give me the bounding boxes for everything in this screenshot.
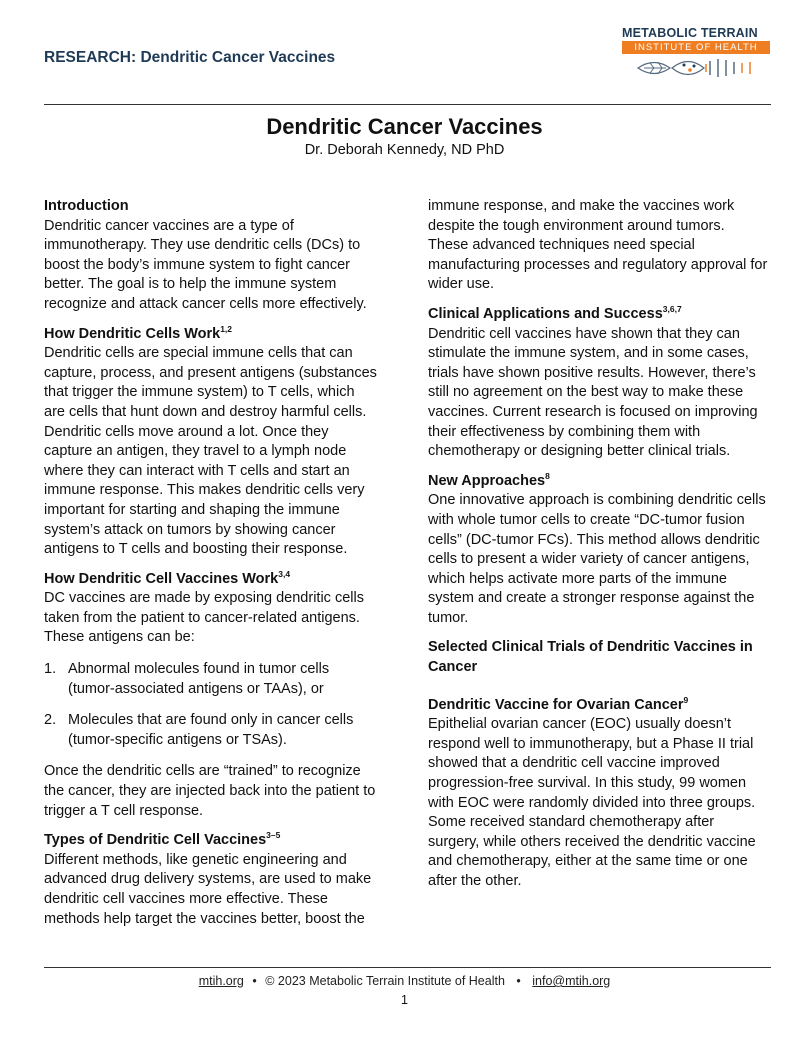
heading-introduction: Introduction [44,198,129,214]
citation: 9 [683,694,689,705]
ovarian-paragraph: Epithelial ovarian cancer (EOC) usually doesn’t respond well to immunotherapy, but a Phase II trial showed that a dendritic cell vaccine improved progression-free survival. In this study, 99 women with EOC were randomly divided into three groups. Some received standard chemotherapy after surgery, while others received the dendritic vaccine and chemotherapy, either at the same time or one after the other. [428,716,756,889]
list-text: Molecules that are found only in cancer cells (tumor-specific antigens or TSAs). [68,712,354,748]
citation: 3,6,7 [662,304,682,315]
footer-divider [44,967,771,968]
list-number: 2. [44,712,57,729]
heading-text: How Dendritic Cells Work [44,325,221,342]
logo-line2: INSTITUTE OF HEALTH [622,41,770,54]
left-column [44,197,378,929]
section-header: RESEARCH: Dendritic Cancer Vaccines [44,49,336,66]
heading-text: New Approaches [428,472,546,489]
heading-text: Dendritic Vaccine for Ovarian Cancer [428,696,684,713]
heading-types [44,831,378,851]
heading-vaccines-work [44,570,378,590]
list-item [44,660,378,699]
author: Dr. Deborah Kennedy, ND PhD [304,142,505,158]
heading-clinical [428,305,768,325]
header-divider [44,104,771,105]
types-paragraph: Different methods, like genetic engineering and advanced drug delivery systems, are used to make dendritic cell vaccines more effective. These methods help target the vaccines better, boost the [44,851,372,927]
mtih-logo [622,26,770,79]
list-text: Abnormal molecules found in tumor cells (tumor-associated antigens or TAAs), or [68,661,330,697]
page-number: 1 [401,993,408,1007]
separator: • [516,974,521,988]
list-item [44,711,378,750]
heading-text: How Dendritic Cell Vaccines Work [44,570,279,587]
citation: 3–5 [266,830,281,841]
heading-selected-trials: Selected Clinical Trials of Dendritic Vaccines in Cancer [428,639,753,676]
vaccines-paragraph: DC vaccines are made by exposing dendritic cells taken from the patient to cancer-related antigens. These antigens can be: [44,590,364,646]
site-link[interactable]: mtih.org [198,974,244,988]
heading-how-dc-work [44,325,378,345]
page-title: Dendritic Cancer Vaccines [266,114,543,139]
antigen-list [44,660,378,750]
citation: 8 [545,470,550,481]
dna-leaf-icon [636,57,756,79]
types-paragraph-cont: immune response, and make the vaccines work despite the tough environment around tumors. These advanced techniques need special manufacturing processes and regulatory approval for wider use. [428,198,768,293]
heading-text: Clinical Applications and Success [428,305,663,322]
intro-paragraph: Dendritic cancer vaccines are a type of immunotherapy. They use dendritic cells (DCs) to boost the body’s immune system to fight cancer better. The goal is to help the immune system recognize and attack cancer cells more effectively. [44,217,367,312]
separator: • [252,974,257,988]
right-column [428,197,768,892]
email-link[interactable]: info@mtih.org [532,974,611,988]
list-number: 1. [44,661,57,678]
heading-text: Types of Dendritic Cell Vaccines [44,832,267,849]
logo-line1: METABOLIC TERRAIN [622,26,758,40]
citation: 3,4 [278,568,291,579]
new-approaches-paragraph: One innovative approach is combining dendritic cells with whole tumor cells to create “DC-tumor fusion cells” (DC-tumor FCs). This method allows dendritic cells to present a wider variety of cancer antigens, which helps activate more parts of the immune system and create a stronger response against the tumor. [428,492,766,626]
copyright: © 2023 Metabolic Terrain Institute of Health [265,974,505,988]
how-paragraph: Dendritic cells are special immune cells that can capture, process, and present antigens (substances that trigger the immune system) to T cells, which are cells that hunt down and destroy harmful cells. Dendritic cells move around a lot. Once they capture an antigen, they travel to a lymph node where they can interact with T cells and start an immune response. This makes dendritic cells very important for starting and shaping the immune system’s attack on tumors by showing cancer antigens to T cells and boosting their response. [44,345,377,558]
heading-new-approaches [428,472,768,492]
heading-ovarian [428,696,768,716]
citation: 1,2 [220,323,233,334]
footer [0,974,809,988]
clinical-paragraph: Dendritic cell vaccines have shown that they can stimulate the immune system, and in some cases, trials have shown positive results. However, there’s still no agreement on the best way to make these vaccines. Current research is focused on improving their effectiveness by combining them with chemotherapy or designing better clinical trials. [428,325,758,460]
vaccines-paragraph-2: Once the dendritic cells are “trained” to recognize the cancer, they are injected back into the patient to trigger a T cell response. [44,763,376,819]
